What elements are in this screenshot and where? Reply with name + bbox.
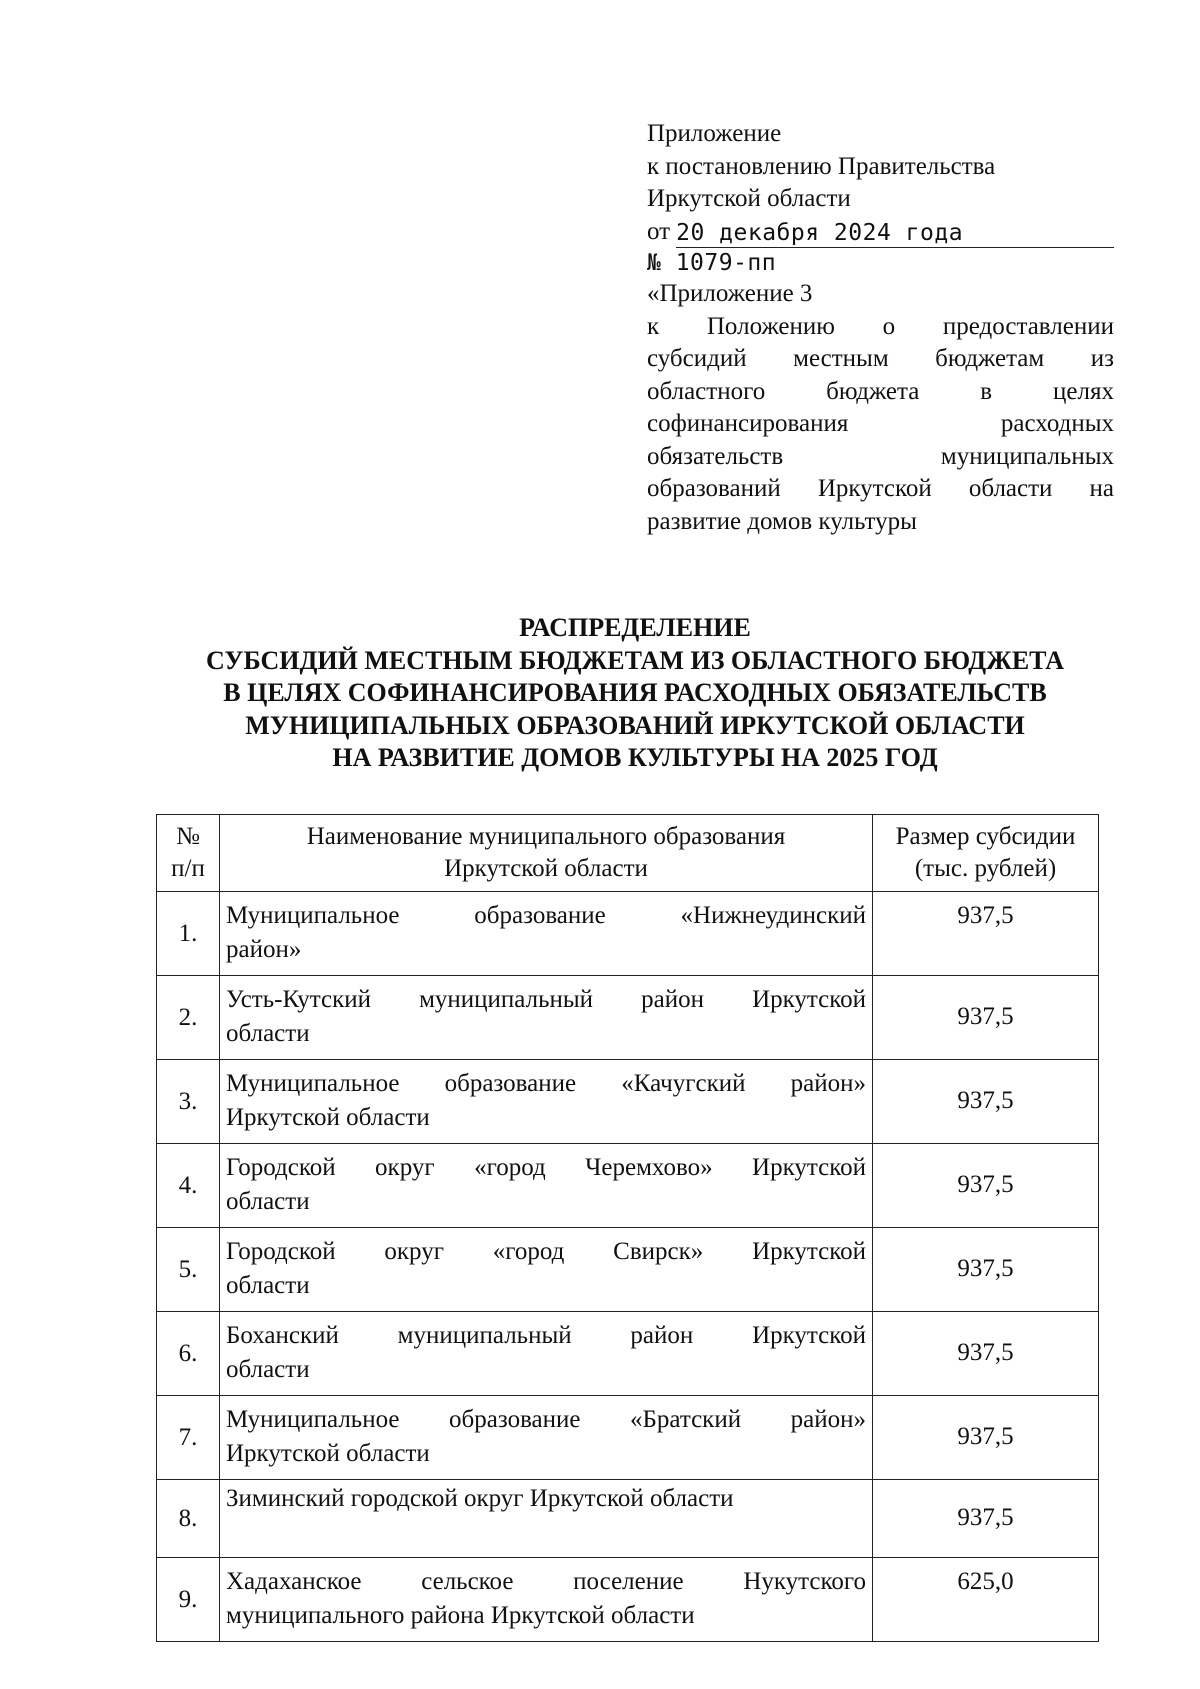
subsidy-table [156, 814, 1099, 1642]
header-name-line: Наименование муниципального образования [306, 823, 786, 850]
row-value: 937,5 [873, 1228, 1099, 1312]
header-value [873, 815, 1099, 892]
table-row [157, 1144, 1099, 1228]
row-name [220, 1312, 873, 1396]
row-name-line: области [226, 1019, 310, 1047]
title-line: СУБСИДИЙ МЕСТНЫМ БЮДЖЕТАМ ИЗ ОБЛАСТНОГО БЮДЖЕТА [206, 645, 1064, 675]
row-value: 937,5 [873, 1396, 1099, 1480]
row-value: 937,5 [873, 976, 1099, 1060]
row-name-line: Иркутской области [226, 1103, 430, 1131]
row-name [220, 892, 873, 976]
table-row [157, 1558, 1099, 1642]
row-name [220, 1144, 873, 1228]
header-line: Приложение [647, 120, 782, 147]
appendix-text-line: областного бюджета в целях [647, 377, 1114, 405]
row-name-line: район» [226, 935, 302, 963]
table-header-row [157, 815, 1099, 892]
row-number: 2. [157, 976, 220, 1060]
header-num-line: № [176, 823, 200, 850]
table-row [157, 976, 1099, 1060]
header-value-line: Размер субсидии [895, 823, 1076, 850]
row-value: 937,5 [873, 1060, 1099, 1144]
row-name-line: Городской округ «город Черемхово» Иркутской [226, 1153, 866, 1181]
row-value: 937,5 [873, 1144, 1099, 1228]
row-name-line: области [226, 1271, 310, 1299]
row-number: 9. [157, 1558, 220, 1642]
table-row [157, 1480, 1099, 1558]
title-line: РАСПРЕДЕЛЕНИЕ [519, 613, 751, 642]
appendix-text-line: субсидий местным бюджетам из [647, 345, 1114, 372]
header-value-line: (тыс. рублей) [914, 855, 1057, 882]
appendix-text-line: софинансирования расходных [647, 410, 1114, 437]
title-line: НА РАЗВИТИЕ ДОМОВ КУЛЬТУРЫ НА 2025 ГОД [332, 743, 938, 772]
header-num [157, 815, 220, 892]
decree-number: № 1079-пп [647, 250, 777, 276]
row-name-line: области [226, 1355, 310, 1383]
title-line: МУНИЦИПАЛЬНЫХ ОБРАЗОВАНИЙ ИРКУТСКОЙ ОБЛАСТИ [245, 710, 1025, 740]
row-number: 4. [157, 1144, 220, 1228]
title-line: В ЦЕЛЯХ СОФИНАНСИРОВАНИЯ РАСХОДНЫХ ОБЯЗАТЕЛЬСТВ [223, 678, 1047, 707]
header-line: Иркутской области [647, 185, 851, 212]
row-name [220, 1480, 873, 1558]
row-name-line: Усть-Кутский муниципальный район Иркутской [226, 985, 866, 1013]
appendix-text-line: развитие домов культуры [647, 507, 917, 535]
row-number: 6. [157, 1312, 220, 1396]
appendix-header [647, 118, 1114, 538]
row-value: 937,5 [873, 892, 1099, 976]
row-name-line: Иркутской области [226, 1439, 430, 1467]
header-num-line: п/п [171, 855, 205, 882]
row-name-line: Городской округ «город Свирск» Иркутской [226, 1237, 866, 1265]
row-number: 8. [157, 1480, 220, 1558]
row-name [220, 1060, 873, 1144]
row-name-line: Муниципальное образование «Качугский район» [226, 1069, 866, 1097]
table-row [157, 1060, 1099, 1144]
row-number: 1. [157, 892, 220, 976]
table-row [157, 892, 1099, 976]
row-number: 7. [157, 1396, 220, 1480]
row-name [220, 1396, 873, 1480]
appendix-text-line: обязательств муниципальных [647, 442, 1114, 470]
row-name-line: области [226, 1187, 310, 1215]
document-title [140, 612, 1130, 775]
decree-date-line [647, 216, 1114, 249]
row-name-line: Муниципальное образование «Братский район» [226, 1405, 866, 1433]
row-value: 937,5 [873, 1480, 1099, 1558]
table-row [157, 1396, 1099, 1480]
row-name-line: Хадаханское сельское поселение Нукутского [226, 1567, 866, 1595]
header-name [220, 815, 873, 892]
row-name-line: Зиминский городской округ Иркутской области [226, 1485, 734, 1512]
appendix-text-line: к Положению о предоставлении [647, 312, 1114, 340]
row-value: 937,5 [873, 1312, 1099, 1396]
header-name-line: Иркутской области [444, 855, 648, 882]
row-name [220, 1228, 873, 1312]
decree-number-line [647, 248, 1114, 278]
decree-date: 20 декабря 2024 года [676, 219, 1114, 248]
date-prefix: от [647, 217, 671, 245]
table-row [157, 1228, 1099, 1312]
header-line: к постановлению Правительства [647, 152, 996, 180]
row-name-line: Боханский муниципальный район Иркутской [226, 1321, 866, 1349]
appendix-text-line: образований Иркутской области на [647, 475, 1114, 502]
row-name-line: муниципального района Иркутской области [226, 1601, 695, 1629]
row-value: 625,0 [873, 1558, 1099, 1642]
appendix-title: «Приложение 3 [647, 280, 813, 307]
row-name [220, 976, 873, 1060]
table-row [157, 1312, 1099, 1396]
row-number: 5. [157, 1228, 220, 1312]
row-number: 3. [157, 1060, 220, 1144]
row-name [220, 1558, 873, 1642]
row-name-line: Муниципальное образование «Нижнеудинский [226, 901, 866, 929]
